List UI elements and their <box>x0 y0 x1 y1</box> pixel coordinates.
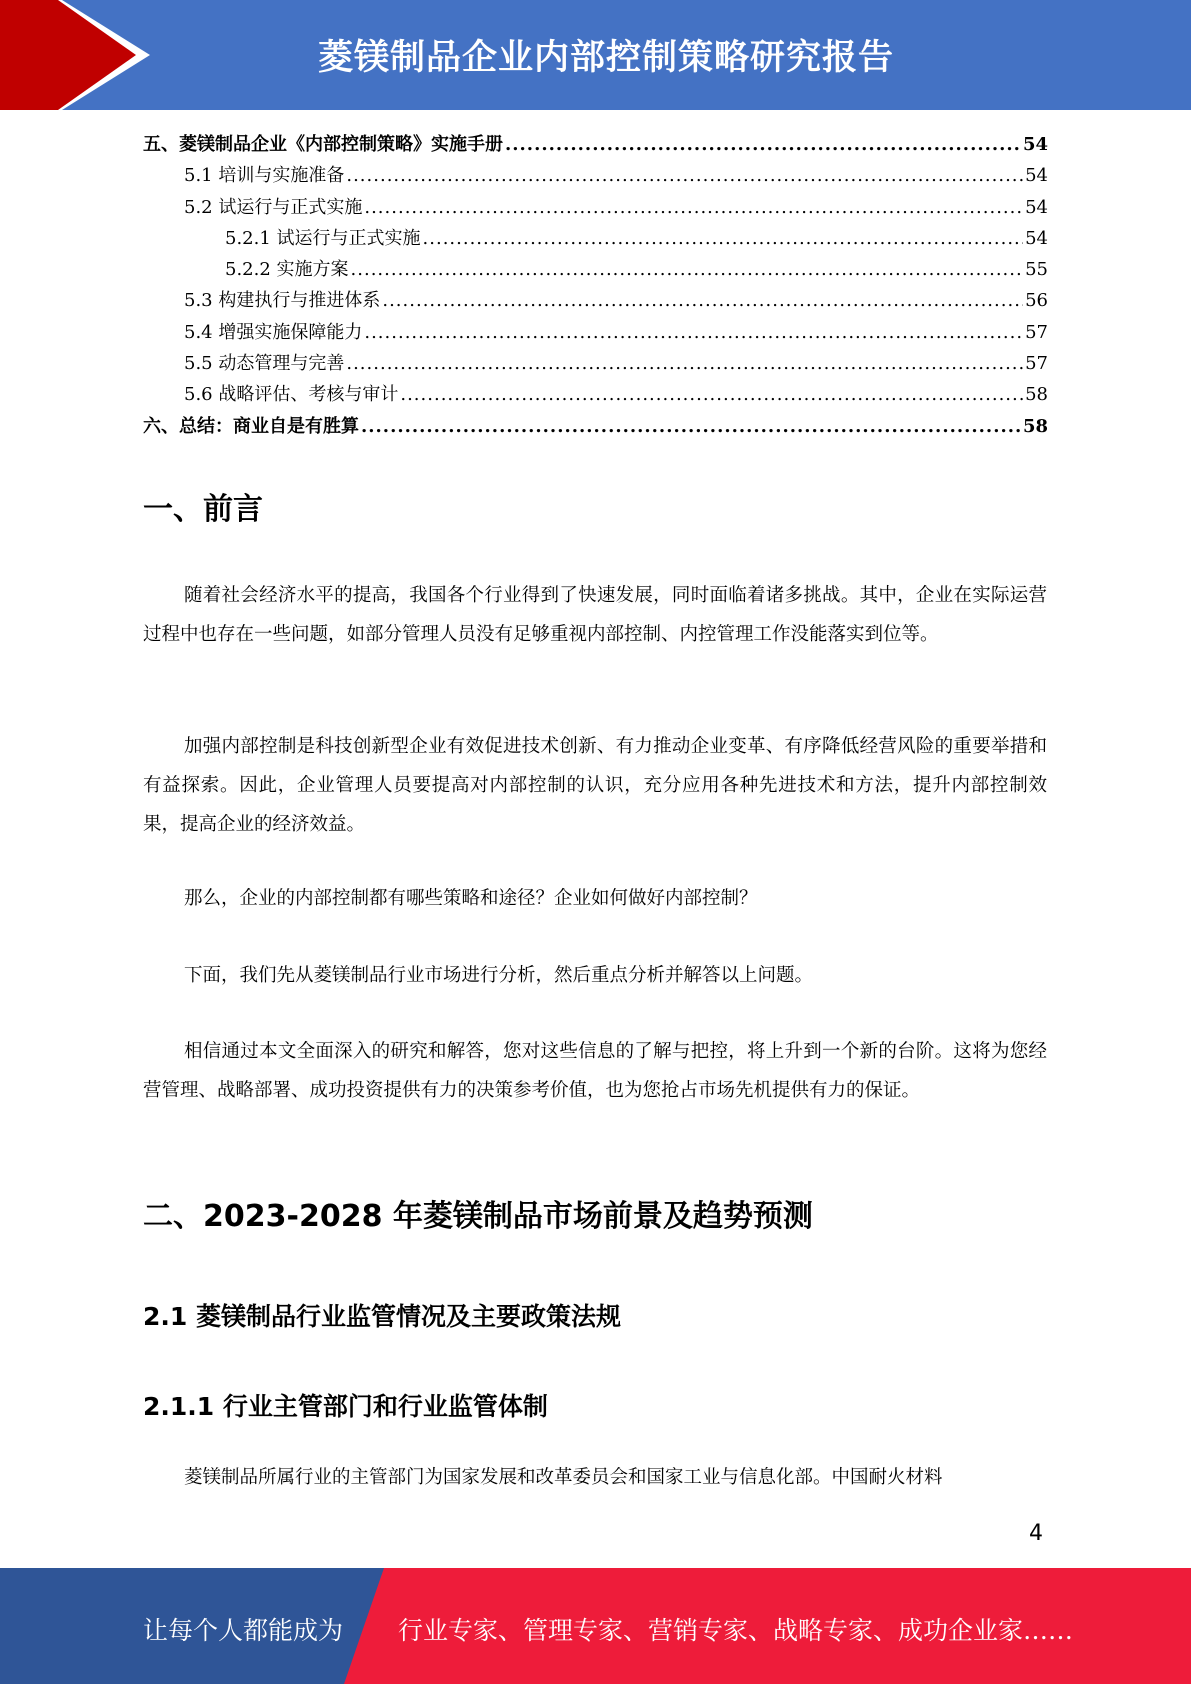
toc-entry-label: 5.5 动态管理与完善 <box>184 353 345 375</box>
toc-entry-page: 54 <box>1025 227 1048 249</box>
page-header <box>0 0 1191 110</box>
toc-leader-dots <box>364 192 1023 223</box>
page-footer <box>0 1568 1191 1684</box>
preface-heading: 一、前言 <box>143 492 263 527</box>
toc-leader-dots <box>423 223 1024 254</box>
toc-entry-label: 五、菱镁制品企业《内部控制策略》实施手册 <box>143 134 503 155</box>
toc-entry-page: 54 <box>1025 196 1048 218</box>
toc-entry[interactable] <box>143 192 1048 223</box>
toc-entry[interactable] <box>143 160 1048 191</box>
toc-entry-label: 5.4 增强实施保障能力 <box>184 321 363 343</box>
toc-leader-dots <box>346 160 1023 191</box>
section2-1-1-heading: 2.1.1 行业主管部门和行业监管体制 <box>143 1392 548 1421</box>
paragraph: 下面，我们先从菱镁制品行业市场进行分析，然后重点分析并解答以上问题。 <box>184 965 814 986</box>
toc-entry[interactable] <box>143 379 1048 410</box>
table-of-contents <box>143 129 1048 442</box>
toc-leader-dots <box>364 317 1023 348</box>
toc-entry[interactable] <box>143 223 1048 254</box>
toc-leader-dots <box>400 379 1023 410</box>
footer-slogan-right: 行业专家、管理专家、营销专家、战略专家、成功企业家…… <box>398 1616 1074 1645</box>
paragraph: 菱镁制品所属行业的主管部门为国家发展和改革委员会和国家工业与信息化部。中国耐火材料 <box>184 1467 943 1488</box>
section2-heading: 二、2023-2028 年菱镁制品市场前景及趋势预测 <box>143 1199 813 1234</box>
toc-entry[interactable] <box>143 254 1048 285</box>
toc-entry-label: 5.2.2 实施方案 <box>225 259 349 281</box>
toc-entry-label: 5.3 构建执行与推进体系 <box>184 290 381 312</box>
toc-entry-label: 5.6 战略评估、考核与审计 <box>184 384 399 406</box>
section2-1-heading: 2.1 菱镁制品行业监管情况及主要政策法规 <box>143 1302 621 1331</box>
paragraph: 随着社会经济水平的提高，我国各个行业得到了快速发展，同时面临着诸多挑战。其中，企业在实际运营过程中也存在一些问题，如部分管理人员没有足够重视内部控制、内控管理工作没能落实到位等。 <box>143 585 1047 645</box>
toc-entry-page: 56 <box>1025 290 1048 312</box>
toc-leader-dots <box>382 285 1023 316</box>
toc-leader-dots <box>351 254 1024 285</box>
toc-entry-label: 5.1 培训与实施准备 <box>184 165 345 187</box>
toc-leader-dots <box>346 348 1023 379</box>
toc-entry[interactable] <box>143 317 1048 348</box>
page-number: 4 <box>1029 1521 1043 1546</box>
toc-entry[interactable] <box>143 129 1048 160</box>
toc-entry-page: 57 <box>1025 353 1048 375</box>
toc-entry-label: 5.2 试运行与正式实施 <box>184 196 363 218</box>
paragraph: 相信通过本文全面深入的研究和解答，您对这些信息的了解与把控，将上升到一个新的台阶。这将为您经营管理、战略部署、成功投资提供有力的决策参考价值，也为您抢占市场先机提供有力的保证。 <box>143 1041 1047 1101</box>
report-title: 菱镁制品企业内部控制策略研究报告 <box>318 38 895 78</box>
paragraph: 加强内部控制是科技创新型企业有效促进技术创新、有力推动企业变革、有序降低经营风险的重要举措和有益探索。因此，企业管理人员要提高对内部控制的认识，充分应用各种先进技术和方法，提升内部控制效果，提高企业的经济效益。 <box>143 736 1047 835</box>
toc-entry-page: 58 <box>1025 384 1048 406</box>
toc-entry[interactable] <box>143 285 1048 316</box>
toc-entry-page: 54 <box>1025 165 1048 187</box>
paragraph: 那么，企业的内部控制都有哪些策略和途径？企业如何做好内部控制？ <box>184 888 758 909</box>
toc-entry-page: 57 <box>1025 321 1048 343</box>
footer-slogan-left: 让每个人都能成为 <box>143 1616 344 1645</box>
toc-leader-dots <box>505 129 1021 160</box>
toc-entry[interactable] <box>143 348 1048 379</box>
toc-entry[interactable] <box>143 411 1048 442</box>
toc-entry-label: 5.2.1 试运行与正式实施 <box>225 227 421 249</box>
toc-leader-dots <box>361 411 1021 442</box>
toc-entry-page: 54 <box>1022 134 1048 155</box>
toc-entry-label: 六、总结：商业自是有胜算 <box>143 415 359 437</box>
toc-entry-page: 55 <box>1025 259 1048 281</box>
toc-entry-page: 58 <box>1022 415 1048 437</box>
